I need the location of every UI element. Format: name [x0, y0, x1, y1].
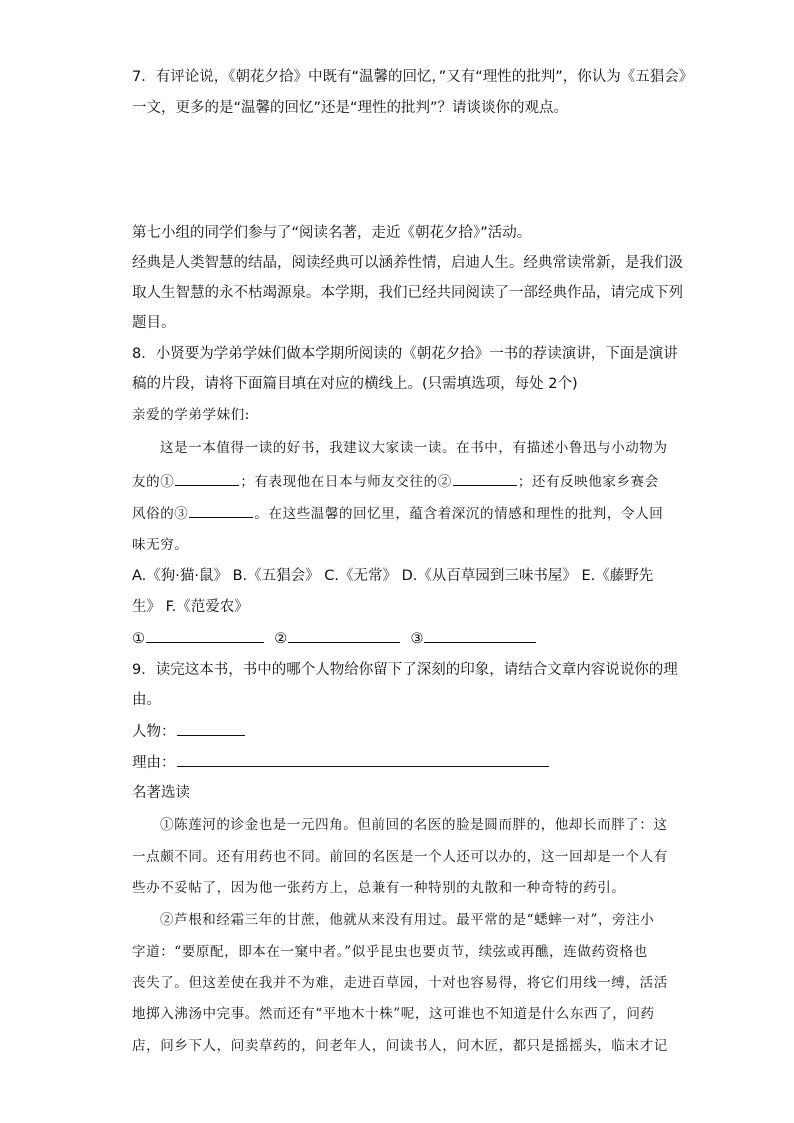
excerpt-p2-line-2: 字道：“要原配，即本在一窠中者。”似乎昆虫也要贞节，续弦或再醮，连做药资格也 [132, 944, 648, 960]
q9-line-2: 由。 [132, 692, 161, 708]
reason-row [132, 752, 550, 773]
excerpt-p1-line-1: ①陈莲河的诊金也是一元四角。但前回的名医的脸是圆而胖的，他却长而胖了：这 [160, 817, 668, 833]
answer-3-label: ③ [410, 631, 424, 647]
intro-line-3: 取人生智慧的永不枯竭源泉。本学期，我们已经共同阅读了一部经典作品，请完成下列 [132, 285, 683, 301]
speech-line-3-part-a: 风俗的③ [132, 506, 189, 522]
speech-line-2-part-b: ；有表现他在日本与师友交往的② [240, 474, 452, 490]
q7-line-2: 一文，更多的是“温馨的回忆”还是“理性的批判”？请谈谈你的观点。 [132, 100, 569, 116]
answer-2-blank[interactable] [288, 628, 400, 643]
speech-line-2-part-a: 友的① [132, 474, 175, 490]
intro-line-2: 经典是人类智慧的结晶，阅读经典可以涵养性情，启迪人生。经典常读常新，是我们汲 [132, 255, 683, 271]
excerpt-p1-line-3: 些办不妥帖了，因为他一张药方上，总兼有一种特别的丸散和一种奇特的药引。 [132, 880, 626, 896]
speech-line-4: 味无穷。 [132, 537, 189, 553]
excerpt-p2-line-4: 地掷入沸汤中完事。然而还有“平地木十株”呢，这可谁也不知道是什么东西了，问药 [132, 1006, 655, 1022]
person-row [132, 721, 246, 742]
speech-line-1: 这是一本值得一读的好书，我建议大家读一读。在书中，有描述小鲁迅与小动物为 [160, 440, 668, 456]
excerpt-p2-line-5: 店，问乡下人，问卖草药的，问老年人，问读书人，问木匠，都只是摇摇头，临末才记 [132, 1038, 668, 1054]
reason-blank[interactable] [177, 752, 549, 767]
reason-label: 理由： [132, 755, 176, 771]
q7-line-1: 7．有评论说，《朝花夕拾》中既有“温馨的回忆，”又有“理性的批判”，你认为《五猖会》 [132, 69, 694, 85]
excerpt-p2-line-3: 丧失了。但这差使在我并不为难，走进百草园，十对也容易得，将它们用线一缚，活活 [132, 975, 668, 991]
blank-2[interactable] [453, 471, 517, 486]
excerpt-heading: 名著选读 [132, 785, 190, 801]
q8-line-2: 稿的片段，请将下面篇目填在对应的横线上。(只需填选项，每处 2个) [132, 376, 578, 392]
q9-line-1: 9．读完这本书，书中的哪个人物给你留下了深刻的印象，请结合文章内容说说你的理 [132, 662, 678, 678]
answer-2-label: ② [274, 631, 288, 647]
q8-line-1: 8．小贤要为学弟学妹们做本学期所阅读的《朝花夕拾》一书的荐读演讲，下面是演讲 [132, 346, 678, 362]
answer-3-blank[interactable] [424, 628, 536, 643]
excerpt-p2-line-1: ②芦根和经霜三年的甘蔗，他就从来没有用过。最平常的是“蟋蟀一对”，旁注小 [160, 912, 655, 928]
speech-line-3-part-b: 。在这些温馨的回忆里，蕴含着深沉的情感和理性的批判，令人回 [254, 506, 664, 522]
speech-line-2 [132, 471, 659, 492]
intro-line-1: 第七小组的同学们参与了“阅读名著，走近《朝花夕拾》”活动。 [132, 225, 532, 241]
options-line-2: 生》 F.《范爱农》 [132, 599, 249, 615]
speech-greeting: 亲爱的学弟学妹们: [132, 407, 250, 423]
answer-1-label: ① [132, 631, 145, 647]
speech-line-2-part-c: ；还有反映他家乡赛会 [517, 474, 659, 490]
person-label: 人物： [132, 724, 176, 740]
intro-line-4: 题目。 [132, 315, 176, 331]
answer-row [132, 628, 537, 649]
person-blank[interactable] [177, 721, 245, 736]
blank-3[interactable] [189, 503, 253, 518]
blank-1[interactable] [175, 471, 239, 486]
speech-line-3 [132, 503, 663, 524]
excerpt-p1-line-2: 一点颇不同。还有用药也不同。前回的名医是一个人还可以办的，这一回却是一个人有 [132, 849, 668, 865]
options-line-1: A.《狗·猫·鼠》 B.《五猖会》 C.《无常》 D.《从百草园到三味书屋》 E.《藤野先 [132, 568, 654, 584]
answer-1-blank[interactable] [146, 628, 264, 643]
